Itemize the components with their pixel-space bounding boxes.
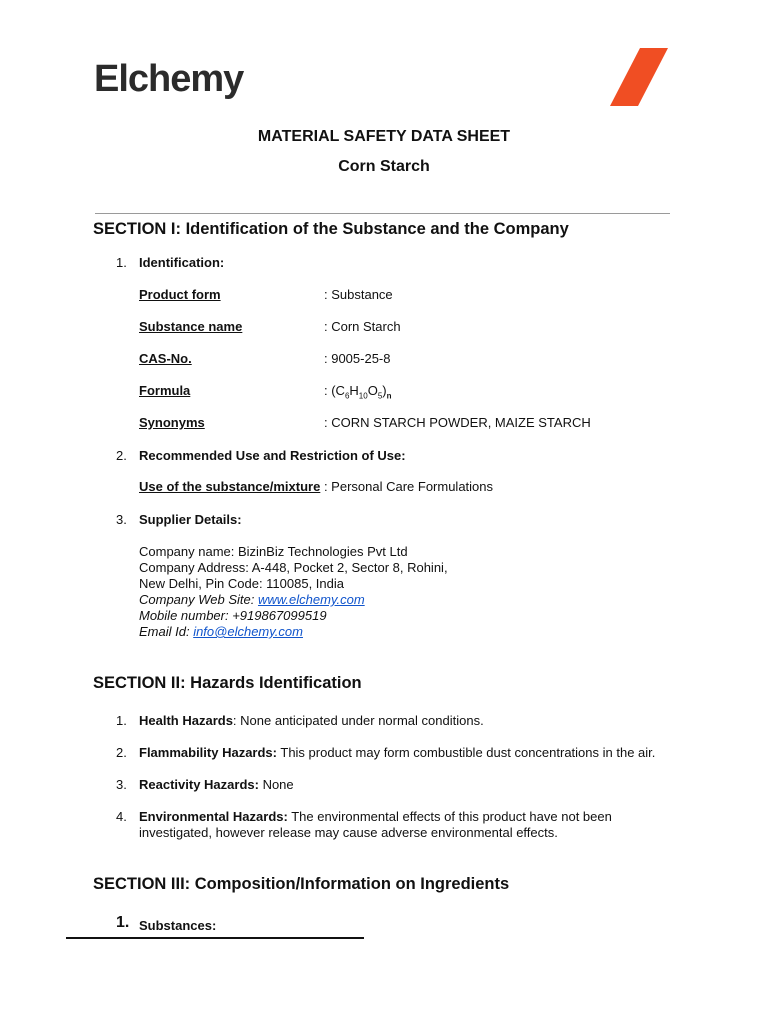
product-form-value: : Substance: [324, 287, 393, 302]
hazard-label: Flammability Hazards:: [139, 745, 277, 760]
email-line: Email Id: info@elchemy.com: [139, 624, 303, 639]
document-subtitle: Corn Starch: [338, 158, 430, 175]
website-link[interactable]: www.elchemy.com: [257, 592, 365, 607]
product-form-label: Product form: [139, 287, 221, 302]
section-3-heading: SECTION III: Composition/Information on Ingredients: [93, 875, 510, 893]
item-label: Recommended Use and Restriction of Use:: [139, 448, 406, 463]
item-label: Supplier Details:: [139, 512, 242, 527]
list-number: 1.: [116, 255, 127, 270]
brand-slash-icon: [610, 48, 668, 106]
list-number: 1.: [116, 914, 130, 931]
substance-name-value: : Corn Starch: [324, 319, 401, 334]
cas-no-label: CAS-No.: [139, 351, 192, 366]
hazard-label: Environmental Hazards:: [139, 809, 288, 824]
company-name: Company name: BizinBiz Technologies Pvt Ltd: [139, 544, 408, 559]
header-divider: [95, 213, 670, 214]
use-value: : Personal Care Formulations: [320, 479, 494, 494]
company-website-line: Company Web Site: www.elchemy.com: [139, 592, 365, 607]
list-number: 3.: [116, 512, 127, 527]
document-title: MATERIAL SAFETY DATA SHEET: [257, 128, 511, 145]
section-1-heading: SECTION I: Identification of the Substance and the Company: [93, 220, 569, 238]
synonyms-value: : CORN STARCH POWDER, MAIZE STARCH: [324, 415, 591, 430]
footnote-divider: [66, 937, 364, 939]
substance-name-label: Substance name: [139, 319, 243, 334]
company-address-line-1: Company Address: A-448, Pocket 2, Sector 8, Rohini,: [139, 560, 448, 575]
hazard-text: This product may form combustible dust concentrations in the air.: [277, 745, 656, 760]
mobile-number: Mobile number: +919867099519: [139, 608, 327, 623]
item-label: Substances:: [139, 918, 217, 933]
section-2-heading: SECTION II: Hazards Identification: [93, 674, 362, 692]
hazard-text: : None anticipated under normal conditions.: [232, 713, 484, 728]
supplier-details-block: [139, 544, 448, 640]
logo-text: Elchem: [94, 58, 224, 100]
hazard-text: None: [258, 777, 294, 792]
formula-value: : $(C_6H_{10}O_5)_n$: [324, 383, 392, 401]
email-link[interactable]: info@elchemy.com: [193, 624, 303, 639]
list-number: 2.: [116, 745, 127, 760]
elchemy-logo: [94, 58, 243, 101]
hazard-label: Reactivity Hazards:: [139, 777, 259, 792]
formula-label: Formula: [139, 383, 191, 398]
list-number: 2.: [116, 448, 127, 463]
logo-y-letter: y: [223, 58, 244, 100]
use-of-substance-line: [139, 479, 493, 495]
item-label: Identification:: [139, 255, 225, 270]
list-number: 4.: [116, 809, 127, 824]
list-number: 1.: [116, 713, 127, 728]
hazard-label: Health Hazards: [139, 713, 233, 728]
company-address-line-2: New Delhi, Pin Code: 110085, India: [139, 576, 344, 591]
cas-no-value: : 9005-25-8: [324, 351, 391, 366]
use-label: Use of the substance/mixture: [139, 479, 321, 494]
hazard-text: The environmental effects of this product have not been investigated, however release may cause adverse environmental effects.: [139, 809, 612, 840]
synonyms-label: Synonyms: [139, 415, 205, 430]
list-number: 3.: [116, 777, 127, 792]
